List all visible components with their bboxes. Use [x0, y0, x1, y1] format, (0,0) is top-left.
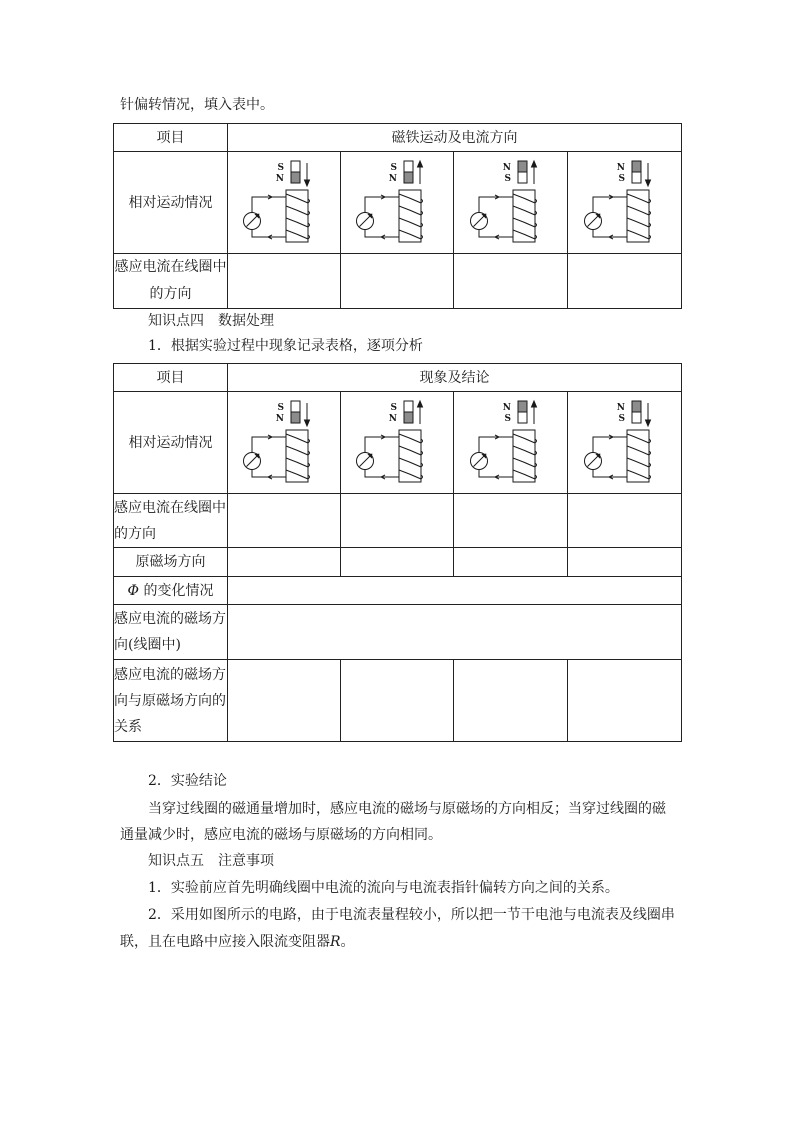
- flux-label-text: 的变化情况: [143, 582, 214, 599]
- table2-answer-cell: [454, 494, 568, 548]
- table1-answer-cell: [228, 254, 341, 309]
- table2-figure-cell: [228, 392, 341, 494]
- table2-row-flux-label: [114, 577, 228, 605]
- coil-winding: [399, 218, 421, 227]
- wire-top: [593, 437, 627, 453]
- wire-bottom: [479, 229, 513, 237]
- coil-winding: [627, 446, 649, 455]
- coil-winding: [286, 434, 308, 443]
- wire-bottom: [365, 229, 399, 237]
- table2-answer-cell: [228, 660, 341, 742]
- magnet-top-half: [291, 161, 300, 172]
- arrow-down-icon: [645, 180, 650, 186]
- wire-top: [479, 197, 513, 213]
- arrow-up-icon: [418, 401, 423, 407]
- wire-bottom: [252, 469, 286, 477]
- table1-row-motion-label: 相对运动情况: [114, 152, 228, 254]
- magnet-top-half: [632, 401, 641, 412]
- magnet-bottom-pole-label: S: [618, 173, 625, 184]
- note2-prefix: 联，且在电路中应接入限流变阻器: [120, 934, 330, 950]
- table1-figure-cell: [568, 152, 682, 254]
- table1-figure-cell: [341, 152, 454, 254]
- magnet-bottom-half: [404, 412, 413, 423]
- magnet-coil-diagram: [575, 157, 675, 249]
- coil-winding: [286, 470, 308, 479]
- magnet-bottom-pole-label: N: [275, 413, 284, 424]
- coil-winding: [513, 218, 535, 227]
- magnet-top-half: [291, 401, 300, 412]
- diagram-group: [470, 161, 536, 242]
- coil-winding: [286, 458, 308, 467]
- conclusion-line1: 当穿过线圈的磁通量增加时，感应电流的磁场与原磁场的方向相反；当穿过线圈的磁: [148, 801, 666, 817]
- table-analysis: [113, 363, 682, 742]
- wire-top: [252, 197, 286, 213]
- magnet-bottom-pole-label: N: [388, 413, 397, 424]
- coil-winding: [399, 446, 421, 455]
- magnet-top-pole-label: S: [277, 402, 284, 413]
- coil-winding: [513, 470, 535, 479]
- section5-title: 知识点五 注意事项: [148, 853, 274, 869]
- table1-answer-cell: [568, 254, 682, 309]
- section4-title: 知识点四 数据处理: [148, 313, 274, 329]
- intro-line: 针偏转情况，填入表中。: [120, 97, 274, 113]
- wire-bottom: [593, 469, 627, 477]
- arrow-down-icon: [305, 180, 310, 186]
- table2-answer-cell: [341, 660, 454, 742]
- magnet-coil-diagram: [461, 157, 561, 249]
- magnet-bottom-half: [404, 172, 413, 183]
- diagram-group: [584, 161, 650, 242]
- table1-figure-cell: [228, 152, 341, 254]
- magnet-bottom-pole-label: S: [618, 413, 625, 424]
- magnet-top-pole-label: N: [502, 402, 511, 413]
- coil-winding: [627, 194, 649, 203]
- table1-answer-cell: [454, 254, 568, 309]
- table2-answer-cell: [228, 577, 682, 605]
- coil-winding: [399, 434, 421, 443]
- coil-winding: [513, 434, 535, 443]
- coil-winding: [399, 206, 421, 215]
- magnet-coil-diagram: [234, 397, 334, 489]
- wire-bottom: [593, 229, 627, 237]
- magnet-top-half: [404, 161, 413, 172]
- magnet-bottom-half: [518, 172, 527, 183]
- table2-answer-cell: [568, 660, 682, 742]
- table2-answer-cell: [228, 605, 682, 660]
- table2-answer-cell: [228, 494, 341, 548]
- table-direction: [113, 123, 682, 309]
- table2-answer-cell: [341, 548, 454, 577]
- coil-winding: [513, 194, 535, 203]
- flux-symbol: Φ: [127, 582, 140, 599]
- magnet-bottom-half: [632, 172, 641, 183]
- table2-figure-cell: [568, 392, 682, 494]
- wire-bottom: [365, 469, 399, 477]
- magnet-top-pole-label: N: [502, 162, 511, 173]
- coil-winding: [627, 218, 649, 227]
- magnet-top-pole-label: S: [390, 162, 397, 173]
- table2-answer-cell: [341, 494, 454, 548]
- wire-top: [252, 437, 286, 453]
- wire-top: [365, 437, 399, 453]
- coil-winding: [513, 446, 535, 455]
- magnet-bottom-half: [632, 412, 641, 423]
- wire-top: [365, 197, 399, 213]
- wire-top: [593, 197, 627, 213]
- coil-winding: [627, 206, 649, 215]
- magnet-bottom-half: [291, 172, 300, 183]
- magnet-bottom-half: [518, 412, 527, 423]
- magnet-top-half: [404, 401, 413, 412]
- table2-answer-cell: [228, 548, 341, 577]
- coil-winding: [399, 470, 421, 479]
- coil-winding: [286, 446, 308, 455]
- magnet-bottom-pole-label: S: [504, 173, 511, 184]
- table2-row-relation-label: 感应电流的磁场方向与原磁场方向的关系: [114, 660, 228, 742]
- arrow-up-icon: [531, 401, 536, 407]
- magnet-bottom-pole-label: N: [275, 173, 284, 184]
- arrow-down-icon: [645, 420, 650, 426]
- coil-winding: [286, 194, 308, 203]
- magnet-top-pole-label: N: [616, 162, 625, 173]
- table2-header-item: 项目: [114, 364, 228, 392]
- table2-row-motion-label: 相对运动情况: [114, 392, 228, 494]
- coil-winding: [513, 230, 535, 239]
- magnet-coil-diagram: [461, 397, 561, 489]
- table1-header-item: 项目: [114, 124, 228, 152]
- coil-winding: [286, 218, 308, 227]
- coil-winding: [513, 206, 535, 215]
- note2-line2: [120, 932, 355, 952]
- coil-winding: [513, 458, 535, 467]
- coil-winding: [399, 230, 421, 239]
- note2-suffix: 。: [340, 934, 355, 950]
- table2-row-induced-field-label: 感应电流的磁场方向(线圈中): [114, 605, 228, 660]
- magnet-top-pole-label: N: [616, 402, 625, 413]
- table1-header-main: 磁铁运动及电流方向: [228, 124, 682, 152]
- magnet-bottom-pole-label: N: [388, 173, 397, 184]
- table2-header-main: 现象及结论: [228, 364, 682, 392]
- coil-winding: [286, 206, 308, 215]
- conclusion-line2: 通量减少时，感应电流的磁场与原磁场的方向相同。: [120, 827, 442, 843]
- arrow-down-icon: [305, 420, 310, 426]
- wire-bottom: [252, 229, 286, 237]
- diagram-group: [470, 401, 536, 482]
- coil-winding: [627, 230, 649, 239]
- table2-answer-cell: [454, 548, 568, 577]
- table2-answer-cell: [568, 548, 682, 577]
- table2-row-original-field-label: 原磁场方向: [114, 548, 228, 577]
- coil-winding: [399, 458, 421, 467]
- diagram-group: [584, 401, 650, 482]
- coil-winding: [286, 230, 308, 239]
- table2-answer-cell: [568, 494, 682, 548]
- table1-answer-cell: [341, 254, 454, 309]
- note2-line1: 2．采用如图所示的电路，由于电流表量程较小，所以把一节干电池与电流表及线圈串: [148, 907, 675, 923]
- table1-figure-cell: [454, 152, 568, 254]
- magnet-coil-diagram: [575, 397, 675, 489]
- table2-figure-cell: [454, 392, 568, 494]
- table1-row-current-label: 感应电流在线圈中的方向: [114, 254, 228, 309]
- resistor-symbol: R: [330, 934, 341, 950]
- arrow-up-icon: [418, 161, 423, 167]
- magnet-coil-diagram: [347, 397, 447, 489]
- magnet-top-pole-label: S: [277, 162, 284, 173]
- magnet-coil-diagram: [234, 157, 334, 249]
- magnet-top-half: [518, 401, 527, 412]
- wire-bottom: [479, 469, 513, 477]
- magnet-bottom-pole-label: S: [504, 413, 511, 424]
- section4-item1: 1．根据实验过程中现象记录表格，逐项分析: [148, 338, 423, 354]
- magnet-bottom-half: [291, 412, 300, 423]
- coil-winding: [627, 470, 649, 479]
- coil-winding: [399, 194, 421, 203]
- magnet-top-half: [632, 161, 641, 172]
- wire-top: [479, 437, 513, 453]
- magnet-coil-diagram: [347, 157, 447, 249]
- magnet-top-pole-label: S: [390, 402, 397, 413]
- arrow-up-icon: [531, 161, 536, 167]
- item2-title: 2．实验结论: [148, 773, 227, 789]
- table2-answer-cell: [454, 660, 568, 742]
- coil-winding: [627, 434, 649, 443]
- table2-figure-cell: [341, 392, 454, 494]
- table2-row-current-label: 感应电流在线圈中的方向: [114, 494, 228, 548]
- magnet-top-half: [518, 161, 527, 172]
- coil-winding: [627, 458, 649, 467]
- note1: 1．实验前应首先明确线圈中电流的流向与电流表指针偏转方向之间的关系。: [148, 880, 619, 896]
